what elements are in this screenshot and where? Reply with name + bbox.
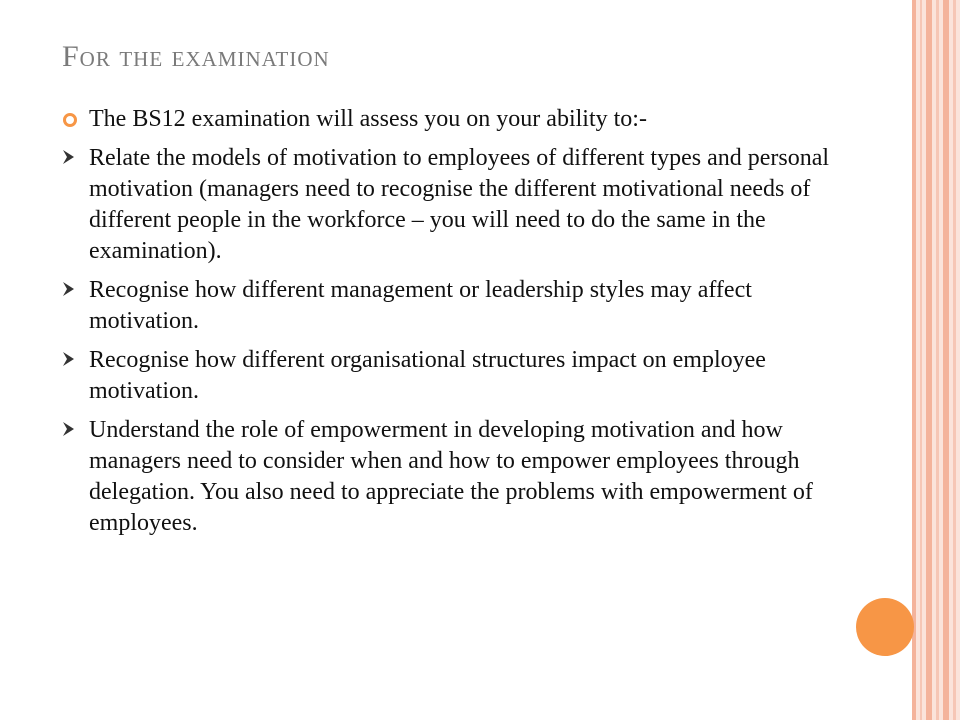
decorative-stripes	[912, 0, 960, 720]
bullet-item	[62, 345, 842, 407]
slide-title: For the examination	[62, 40, 330, 73]
circle-bullet-icon	[63, 113, 77, 127]
bullet-item	[62, 415, 842, 539]
decorative-circle	[856, 598, 914, 656]
arrow-bullet-icon	[62, 281, 78, 297]
bullet-text: Recognise how different organisational structures impact on employee motivation.	[89, 347, 766, 404]
bullet-text: Understand the role of empowerment in developing motivation and how managers need to consider when and how to empower employees through delegation. You also need to appreciate the problems with empowerment of employees.	[89, 417, 813, 536]
intro-text: The BS12 examination will assess you on your ability to:-	[89, 106, 647, 132]
bullet-text: Relate the models of motivation to employees of different types and personal motivation (managers need to recognise the different motivational needs of different people in the workforce – you will need to do the same in the examination).	[89, 145, 830, 264]
bullet-item	[62, 143, 842, 267]
bullet-text: Recognise how different management or leadership styles may affect motivation.	[89, 277, 752, 334]
intro-item	[62, 104, 842, 135]
bullet-item	[62, 275, 842, 337]
slide-content	[62, 104, 842, 547]
arrow-bullet-icon	[62, 149, 78, 165]
arrow-bullet-icon	[62, 421, 78, 437]
arrow-bullet-icon	[62, 351, 78, 367]
